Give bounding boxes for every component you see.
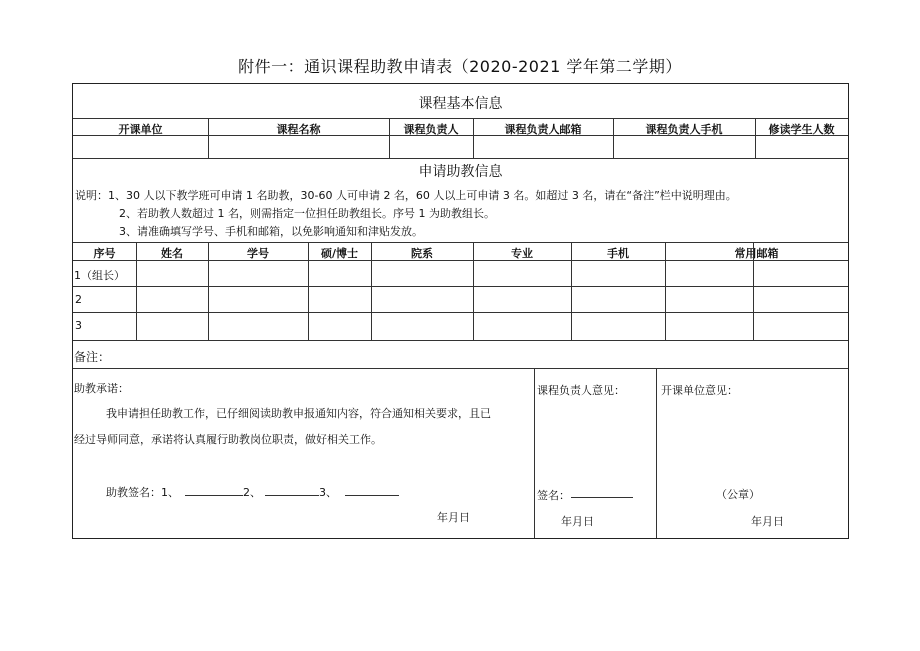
col-student-count: 修读学生人数 (768, 123, 835, 136)
col-major: 专业 (511, 247, 533, 260)
row-seq-2: 2 (75, 293, 82, 306)
course-name-input[interactable] (209, 136, 388, 157)
col-divider (534, 368, 535, 538)
unit-seal-label: （公章） (716, 488, 760, 501)
col-instructor-phone: 课程负责人手机 (645, 123, 723, 136)
row-divider (73, 158, 848, 159)
col-divider (473, 242, 474, 340)
row-divider (73, 368, 848, 369)
document-title: 附件一：通识课程助教申请表（2020-2021 学年第二学期） (238, 57, 682, 76)
note-2: 2、若助教人数超过 1 名，则需指定一位担任助教组长。序号 1 为助教组长。 (119, 207, 495, 220)
instructor-signature-input[interactable] (571, 483, 633, 498)
unit-date: 年月日 (751, 515, 784, 528)
course-info-section-title: 课程基本信息 (418, 96, 503, 112)
col-seq: 序号 (93, 247, 116, 260)
col-phone: 手机 (607, 247, 629, 260)
commitment-line-1: 我申请担任助教工作，已仔细阅读助教申报通知内容，符合通知相关要求，且已 (106, 407, 491, 420)
row-divider (73, 286, 848, 287)
col-instructor-email: 课程负责人邮箱 (504, 123, 582, 136)
student-count-input[interactable] (756, 136, 847, 157)
ta-date: 年月日 (437, 511, 470, 524)
instructor-input[interactable] (390, 136, 472, 157)
col-student-id: 学号 (247, 247, 269, 260)
row-divider (73, 340, 848, 341)
col-divider (371, 242, 372, 340)
instructor-signature-label: 签名： (537, 489, 570, 502)
application-section-title: 申请助教信息 (418, 164, 503, 180)
col-degree: 硕/博士 (320, 247, 359, 260)
col-divider (308, 242, 309, 340)
remarks-input[interactable] (113, 342, 846, 366)
row-seq-1: 1（组长） (74, 269, 125, 282)
col-offering-unit: 开课单位 (118, 123, 163, 136)
application-form (72, 83, 849, 539)
col-department: 院系 (411, 247, 433, 260)
note-1: 说明：1、30 人以下教学班可申请 1 名助教，30-60 人可申请 2 名，60 人以上可申请 3 名。如超过 3 名，请在“备注”栏中说明理由。 (75, 189, 737, 202)
col-divider (136, 242, 137, 340)
instructor-email-input[interactable] (474, 136, 612, 157)
ta-signature-2[interactable] (265, 481, 319, 496)
remarks-label: 备注： (74, 350, 111, 364)
instructor-date: 年月日 (561, 515, 594, 528)
commitment-title: 助教承诺： (74, 382, 129, 395)
unit-opinion-title: 开课单位意见： (661, 384, 738, 397)
offering-unit-input[interactable] (74, 136, 207, 157)
col-divider (656, 368, 657, 538)
ta-signature-3[interactable] (345, 481, 399, 496)
col-divider (753, 242, 754, 340)
col-email: 常用邮箱 (734, 247, 779, 260)
col-divider (208, 242, 209, 340)
instructor-phone-input[interactable] (614, 136, 754, 157)
row-divider (73, 260, 848, 261)
instructor-opinion-title: 课程负责人意见： (537, 384, 625, 397)
note-3: 3、请准确填写学号、手机和邮箱，以免影响通知和津贴发放。 (119, 225, 423, 238)
col-name: 姓名 (161, 247, 183, 260)
col-divider (665, 242, 666, 340)
row-divider (73, 118, 848, 119)
ta-signature-sep-2: 2、 (243, 486, 261, 499)
col-course-instructor: 课程负责人 (403, 123, 459, 136)
row-seq-3: 3 (75, 319, 82, 332)
ta-signature-sep-3: 3、 (319, 486, 337, 499)
row-divider (73, 242, 848, 243)
ta-signature-label: 助教签名：1、 (106, 486, 179, 499)
col-divider (571, 242, 572, 340)
commitment-line-2: 经过导师同意，承诺将认真履行助教岗位职责，做好相关工作。 (74, 433, 382, 446)
col-course-name: 课程名称 (276, 123, 321, 136)
ta-signature-1[interactable] (185, 481, 243, 496)
row-divider (73, 312, 848, 313)
